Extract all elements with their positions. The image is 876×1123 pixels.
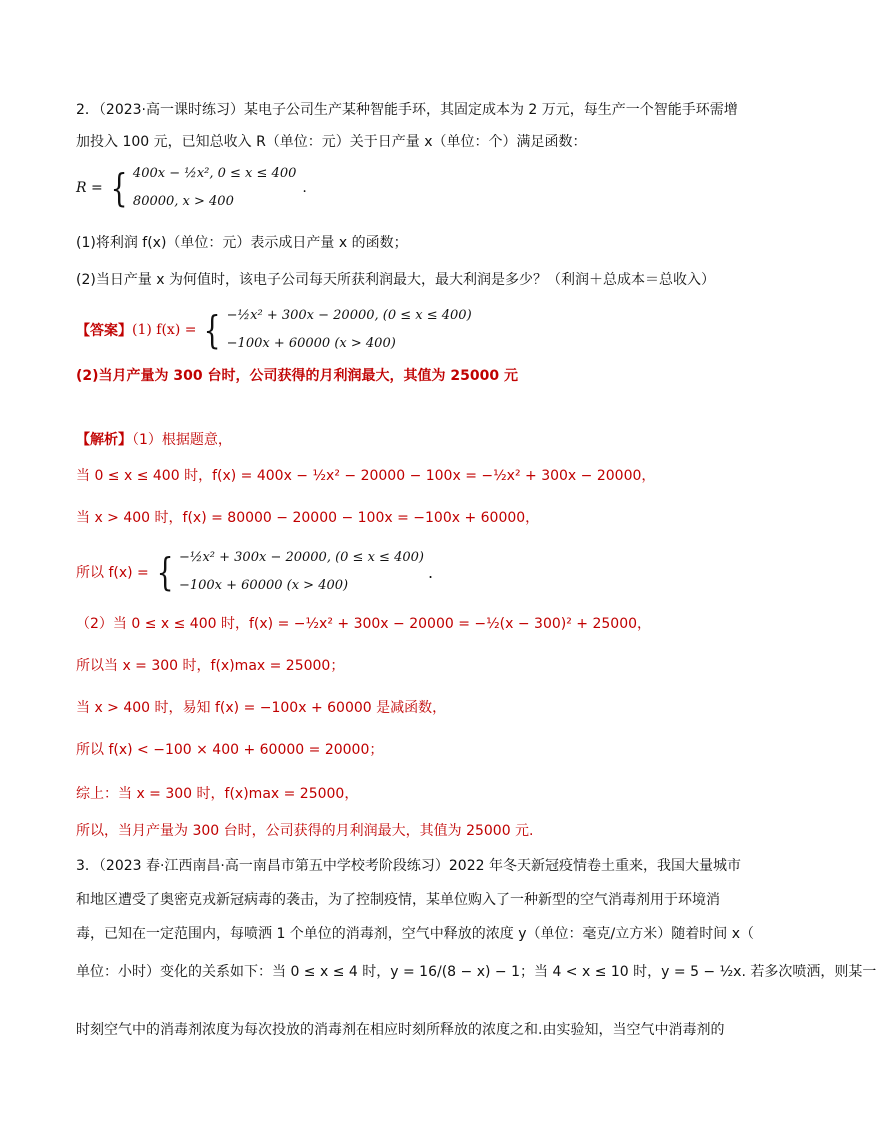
sol3-suffix: . bbox=[427, 562, 434, 582]
q2-solution-step1: 当 0 ≤ x ≤ 400 时，f(x) = 400x − ½x² − 20000 − 100x = −½x² + 300x − 20000， bbox=[76, 468, 656, 484]
q3-line1: 3．（2023 春·江西南昌·高一南昌市第五中学校考阶段练习）2022 年冬天新冠疫情卷土重来，我国大量城市 bbox=[76, 858, 741, 874]
q2-solution-step5: 所以当 x = 300 时，f(x)max = 25000； bbox=[76, 658, 345, 674]
q2-solution-step9: 所以，当月产量为 300 台时，公司获得的月利润最大，其值为 25000 元. bbox=[76, 823, 534, 839]
q2-answer-part2: (2)当月产量为 300 台时，公司获得的月利润最大，其值为 25000 元 bbox=[76, 368, 518, 384]
sol3-prefix: 所以 f(x) = bbox=[76, 565, 149, 581]
answer-tag: 【答案】 bbox=[76, 323, 132, 339]
q2-solution-step6: 当 x > 400 时，易知 f(x) = −100x + 60000 是减函数， bbox=[76, 700, 447, 716]
q2-solution-step4: （2）当 0 ≤ x ≤ 400 时，f(x) = −½x² + 300x − 20000 = −½(x − 300)² + 25000， bbox=[76, 616, 652, 632]
sol3-case-2: −100x + 60000 (x > 400) bbox=[178, 578, 349, 593]
revenue-lhs: R = bbox=[76, 180, 103, 196]
answer-case-1: −½x² + 300x − 20000, (0 ≤ x ≤ 400) bbox=[226, 308, 472, 323]
answer-case-2: −100x + 60000 (x > 400) bbox=[226, 336, 396, 351]
q2-answer-part1 bbox=[76, 302, 472, 358]
q2-solution-step7: 所以 f(x) < −100 × 400 + 60000 = 20000； bbox=[76, 742, 384, 758]
analysis-intro: （1）根据题意， bbox=[132, 432, 232, 448]
q2-solution-step3 bbox=[76, 544, 433, 600]
brace-icon: { bbox=[156, 550, 174, 594]
answer-prefix: (1) f(x) = bbox=[132, 322, 197, 338]
q3-line4: 单位：小时）变化的关系如下：当 0 ≤ x ≤ 4 时，y = 16/(8 − x) − 1；当 4 < x ≤ 10 时，y = 5 − ½x. 若多次喷洒，则某一 bbox=[76, 964, 876, 980]
q2-solution-step2: 当 x > 400 时，f(x) = 80000 − 20000 − 100x = −100x + 60000， bbox=[76, 510, 540, 526]
analysis-tag: 【解析】 bbox=[76, 432, 132, 448]
q2-part1: (1)将利润 f(x)（单位：元）表示成日产量 x 的函数； bbox=[76, 235, 408, 251]
q2-solution-step8: 综上：当 x = 300 时，f(x)max = 25000， bbox=[76, 786, 359, 802]
revenue-case-2: 80000, x > 400 bbox=[132, 194, 234, 209]
brace-icon: { bbox=[110, 166, 128, 210]
q2-analysis-header bbox=[76, 430, 232, 450]
q2-part2: (2)当日产量 x 为何值时，该电子公司每天所获利润最大，最大利润是多少？（利润＋总成本＝总收入） bbox=[76, 272, 716, 288]
revenue-case-1: 400x − ½x², 0 ≤ x ≤ 400 bbox=[132, 166, 297, 181]
sol3-case-1: −½x² + 300x − 20000, (0 ≤ x ≤ 400) bbox=[178, 550, 424, 565]
q2-revenue-function bbox=[76, 160, 307, 216]
q2-stem-line1: 2．（2023·高一课时练习）某电子公司生产某种智能手环，其固定成本为 2 万元，每生产一个智能手环需增 bbox=[76, 102, 738, 118]
q3-line5: 时刻空气中的消毒剂浓度为每次投放的消毒剂在相应时刻所释放的浓度之和.由实验知，当空气中消毒剂的 bbox=[76, 1022, 725, 1038]
q3-line3: 毒，已知在一定范围内，每喷洒 1 个单位的消毒剂，空气中释放的浓度 y（单位：毫克/立方米）随着时间 x（ bbox=[76, 926, 754, 942]
brace-icon: { bbox=[204, 308, 222, 352]
revenue-period: . bbox=[302, 180, 307, 196]
q3-line2: 和地区遭受了奥密克戎新冠病毒的袭击，为了控制疫情，某单位购入了一种新型的空气消毒剂用于环境消 bbox=[76, 892, 720, 908]
q2-stem-line2: 加投入 100 元，已知总收入 R（单位：元）关于日产量 x（单位：个）满足函数： bbox=[76, 134, 587, 150]
